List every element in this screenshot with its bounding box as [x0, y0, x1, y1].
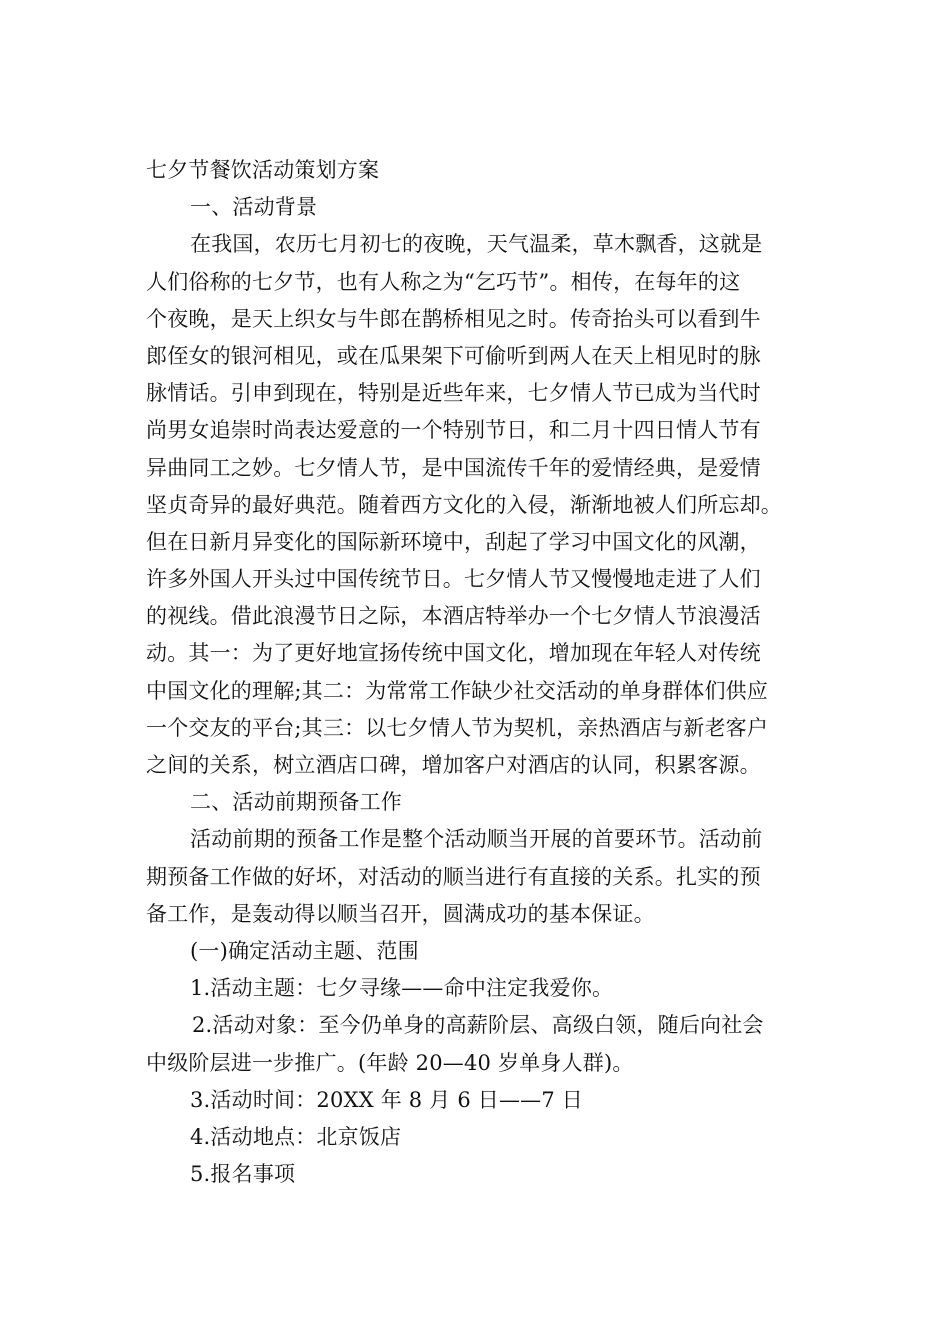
paragraph-line: 备工作，是轰动得以顺当召开，圆满成功的基本保证。 [146, 901, 655, 926]
paragraph-line: 尚男女追崇时尚表达爱意的一个特别节日，和二月十四日情人节有 [146, 418, 761, 443]
section-heading-background: 一、活动背景 [190, 195, 318, 220]
paragraph-line: 个夜晚，是天上织女与牛郎在鹊桥相见之时。传奇抬头可以看到牛 [146, 306, 761, 331]
paragraph-line: 脉情话。引申到现在，特别是近些年来，七夕情人节已成为当代时 [146, 381, 761, 406]
preparation-paragraph [146, 821, 808, 933]
paragraph-line: 中国文化的理解;其二：为常常工作缺少社交活动的单身群体们供应 [146, 678, 769, 703]
paragraph-line: 活动前期的预备工作是整个活动顺当开展的首要环节。活动前 [190, 827, 763, 852]
paragraph-line: 之间的关系，树立酒店口碑，增加客户对酒店的认同，积累客源。 [146, 753, 761, 777]
paragraph-line: 在我国，农历七月初七的夜晚，天气温柔，草木飘香，这就是 [190, 232, 763, 257]
list-item-theme: 1.活动主题：七夕寻缘——命中注定我爱你。 [190, 976, 614, 1001]
background-paragraph [146, 226, 808, 784]
paragraph-line: 坚贞奇异的最好典范。随着西方文化的入侵，渐渐地被人们所忘却。 [146, 492, 782, 517]
paragraph-line: 异曲同工之妙。七夕情人节，是中国流传千年的爱情经典，是爱情 [146, 455, 761, 480]
list-item-registration: 5.报名事项 [190, 1162, 296, 1187]
paragraph-line: 期预备工作做的好坏，对活动的顺当进行有直接的关系。扎实的预 [146, 864, 761, 889]
subsection-heading-theme-scope: (一)确定活动主题、范围 [190, 938, 419, 963]
paragraph-line: 但在日新月异变化的国际新环境中，刮起了学习中国文化的风潮， [146, 529, 761, 554]
list-item-audience: 2.活动对象：至今仍单身的高薪阶层、高级白领，随后向社会 [192, 1013, 764, 1038]
section-heading-preparation: 二、活动前期预备工作 [190, 790, 402, 815]
document-title: 七夕节餐饮活动策划方案 [146, 158, 380, 182]
list-item-audience-continued: 中级阶层进一步推广。(年龄 20—40 岁单身人群)。 [146, 1050, 634, 1075]
paragraph-line: 动。其一：为了更好地宣扬传统中国文化，增加现在年轻人对传统 [146, 641, 761, 666]
document-page [146, 152, 808, 1193]
paragraph-line: 郎侄女的银河相见，或在瓜果架下可偷听到两人在天上相见时的脉 [146, 343, 761, 368]
paragraph-line: 人们俗称的七夕节，也有人称之为“乞巧节”。相传，在每年的这 [146, 269, 741, 294]
list-item-time: 3.活动时间：20XX 年 8 月 6 日——7 日 [190, 1087, 583, 1112]
paragraph-line: 许多外国人开头过中国传统节日。七夕情人节又慢慢地走进了人们 [146, 567, 761, 592]
paragraph-line: 的视线。借此浪漫节日之际，本酒店特举办一个七夕情人节浪漫活 [146, 604, 761, 629]
list-item-location: 4.活动地点：北京饭店 [190, 1124, 402, 1149]
paragraph-line: 一个交友的平台;其三：以七夕情人节为契机，亲热酒店与新老客户 [146, 715, 769, 740]
